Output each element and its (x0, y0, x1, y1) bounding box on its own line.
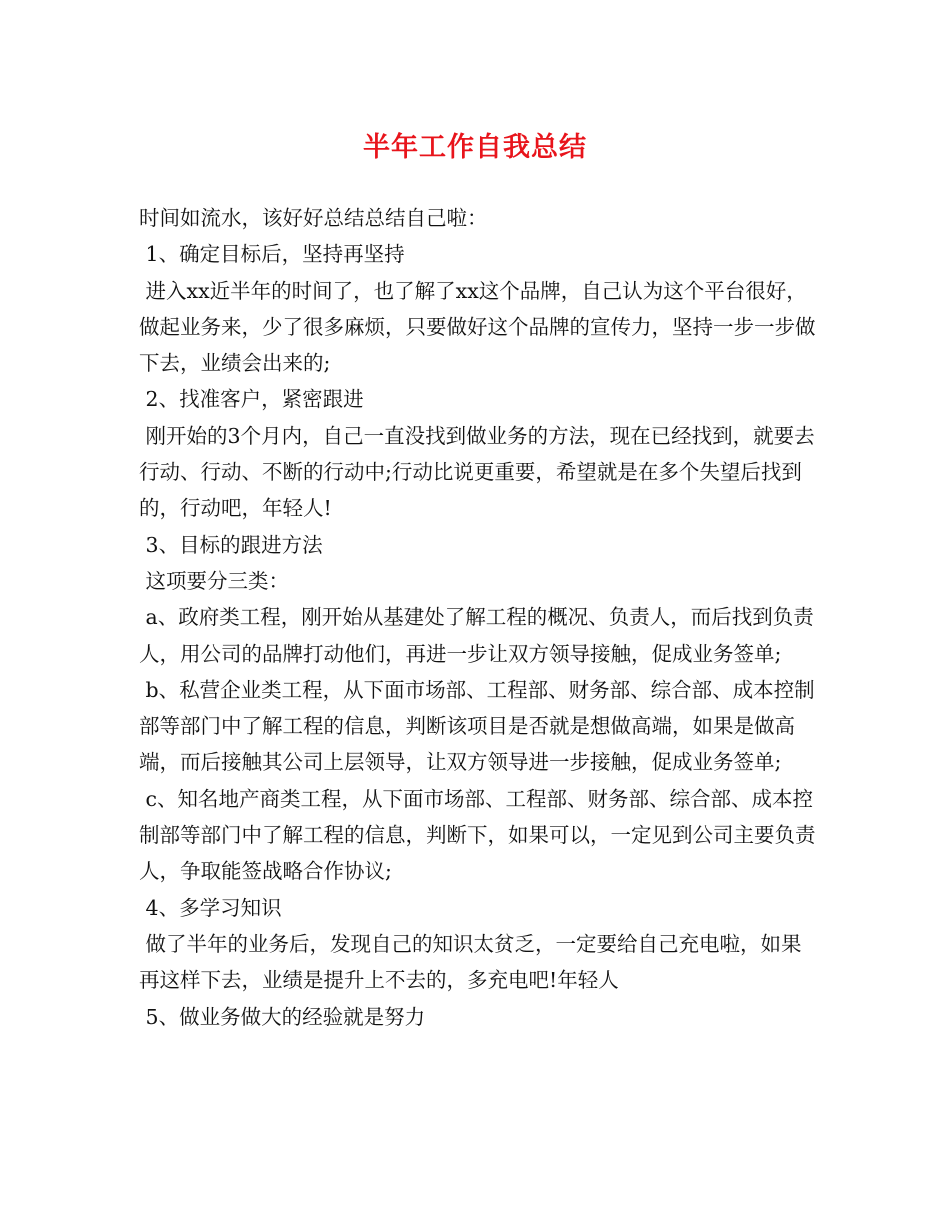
heading-3: 3、目标的跟进方法 (139, 532, 323, 557)
paragraph-4: 做了半年的业务后，发现自己的知识太贫乏，一定要给自己充电啦，如果再这样下去，业绩是提升上不去的，多充电吧!年轻人 (139, 931, 802, 993)
heading-1: 1、确定目标后，坚持再坚持 (139, 242, 405, 267)
heading-2: 2、找准客户，紧密跟进 (139, 387, 364, 412)
paragraph-3c: c、知名地产商类工程，从下面市场部、工程部、财务部、综合部、成本控制部等部门中了解工程的信息，判断下，如果可以，一定见到公司主要负责人，争取能签战略合作协议; (139, 786, 816, 884)
paragraph-3-intro: 这项要分三类： (139, 568, 290, 593)
document-body (139, 200, 819, 1035)
paragraph-3a: a、政府类工程，刚开始从基建处了解工程的概况、负责人，而后找到负责人，用公司的品牌打动他们，再进一步让双方领导接触，促成业务签单; (139, 605, 814, 666)
heading-4: 4、多学习知识 (139, 895, 282, 920)
heading-5: 5、做业务做大的经验就是努力 (139, 1004, 426, 1029)
paragraph-3b: b、私营企业类工程，从下面市场部、工程部、财务部、综合部、成本控制部等部门中了解工程的信息，判断该项目是否就是想做高端，如果是做高端，而后接触其公司上层领导，让双方领导进一步接触，促成业务签单; (139, 677, 815, 775)
paragraph-2: 刚开始的3个月内，自己一直没找到做业务的方法，现在已经找到，就要去行动、行动、不断的行动中;行动比说更重要，希望就是在多个失望后找到的，行动吧，年轻人! (139, 423, 815, 521)
paragraph-1: 进入xx近半年的时间了，也了解了xx这个品牌，自己认为这个平台很好，做起业务来，少了很多麻烦，只要做好这个品牌的宣传力，坚持一步一步做下去，业绩会出来的; (139, 278, 816, 376)
paragraph-intro: 时间如流水，该好好总结总结自己啦： (139, 206, 488, 230)
document-title: 半年工作自我总结 (363, 132, 587, 163)
